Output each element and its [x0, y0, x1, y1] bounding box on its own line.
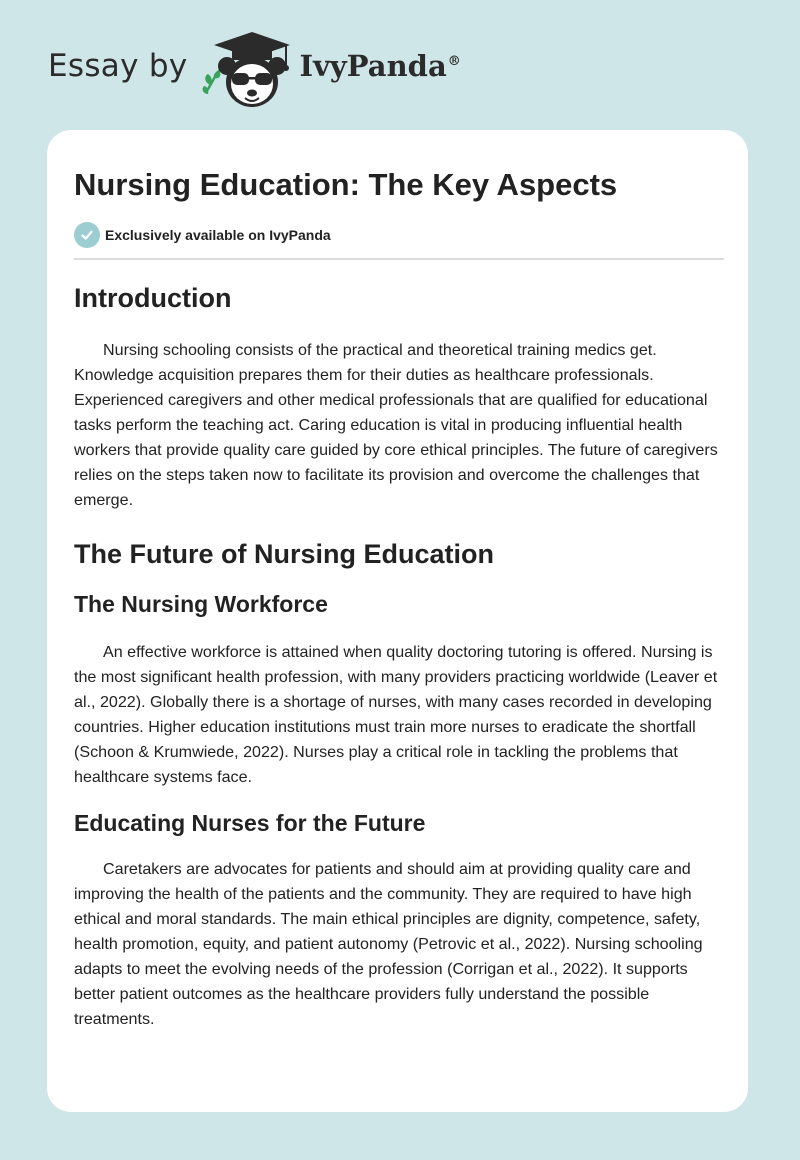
site-header [48, 30, 461, 110]
brand-name [300, 49, 461, 83]
checkmark-icon [74, 222, 100, 248]
page-title: Nursing Education: The Key Aspects [74, 167, 618, 202]
paragraph-educating-nurses: Caretakers are advocates for patients and should aim at providing quality care and improving the health of the patients and the community. They are required to have high ethical and moral standards. The main ethical principles are dignity, competence, safety, health promotion, equity, and patient autonomy (Petrovic et al., 2022). Nursing schooling adapts to meet the evolving needs of the profession (Corrigan et al., 2022). It supports better patient outcomes as the healthcare providers fully understand the possible treatments. [74, 860, 703, 1029]
panda-graduate-icon [202, 30, 294, 110]
registered-mark: ® [447, 54, 461, 70]
divider [74, 258, 724, 260]
exclusive-badge [74, 221, 724, 249]
paragraph-nursing-workforce: An effective workforce is attained when quality doctoring tutoring is offered. Nursing is the most significant health profession, with many providers practicing worldwide (Leaver et al., 2022). Globally there is a shortage of nurses, with many cases recorded in developing countries. Higher education institutions must train more nurses to eradicate the shortfall (Schoon & Krumwiede, 2022). Nurses play a critical role in tackling the problems that healthcare systems face. [74, 642, 718, 786]
essay-card [47, 130, 748, 1112]
essay-by-label: Essay by [48, 48, 188, 84]
heading-future-of-nursing-education: The Future of Nursing Education [74, 538, 494, 569]
paragraph-introduction: Nursing schooling consists of the practical and theoretical training medics get. Knowledge acquisition prepares them for their duties as healthcare professionals. Experienced caregivers and other medical professionals that are qualified for educational tasks perform the teaching act. Caring education is vital in producing influential health workers that provide quality care guided by core ethical principles. The future of caregivers relies on the steps taken now to facilitate its provision and overcome the challenges that emerge. [74, 340, 718, 509]
heading-introduction: Introduction [74, 283, 232, 314]
heading-educating-nurses: Educating Nurses for the Future [74, 809, 426, 836]
heading-nursing-workforce: The Nursing Workforce [74, 590, 328, 617]
exclusive-badge-label: Exclusively available on IvyPanda [105, 227, 331, 244]
brand-name-text: IvyPanda [299, 49, 447, 83]
essay-content [74, 166, 724, 1032]
